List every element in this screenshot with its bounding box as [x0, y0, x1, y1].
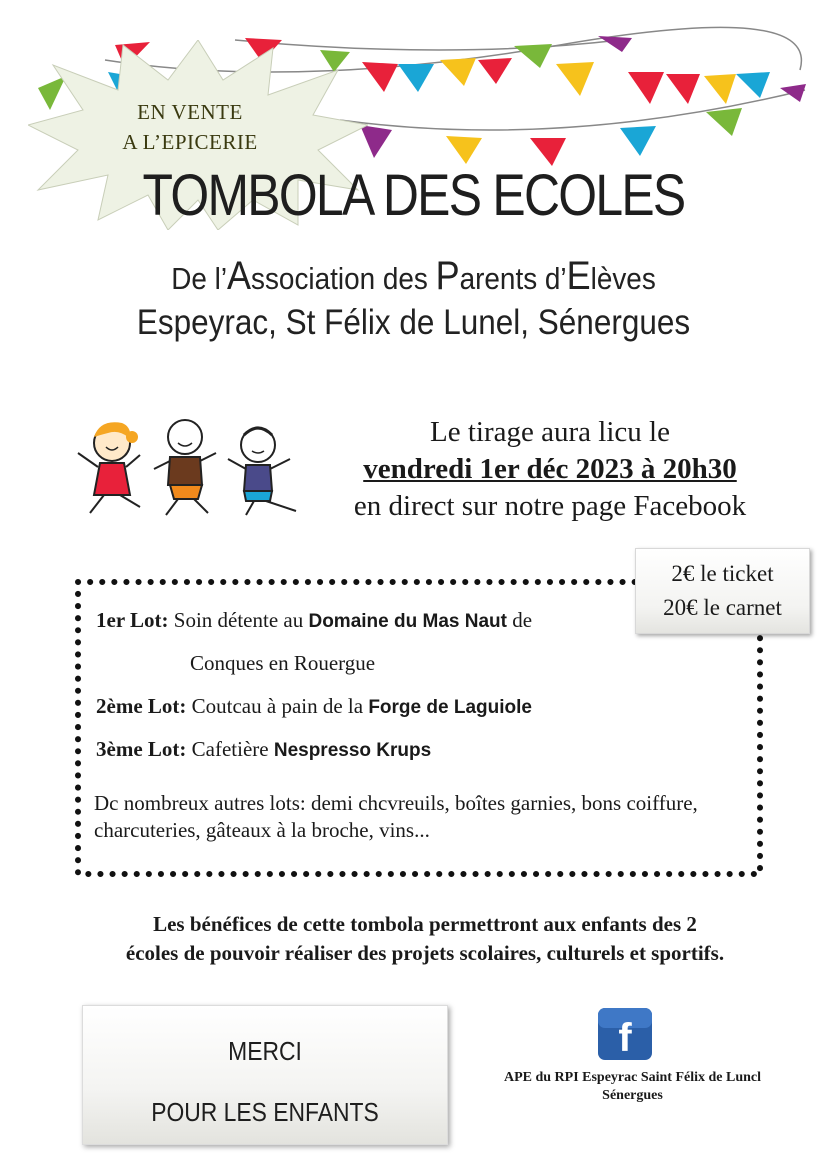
banner-line-1: EN VENTE — [137, 100, 243, 124]
facebook-icon[interactable] — [597, 1007, 653, 1061]
draw-date: vendredi 1er déc 2023 à 20h30 — [363, 453, 737, 485]
banner-line-2: A L’EPICERIE — [122, 130, 258, 154]
association-subtitle: De l’Association des Parents d’Elèves — [171, 254, 656, 298]
price-box — [635, 548, 810, 634]
merci-line-1: MERCI — [228, 1036, 302, 1066]
benefits-text: Les bénéfices de cette tombola permettront aux enfants des 2 écoles de pouvoir réaliser des projets scolaires, culturels et sportifs. — [125, 912, 725, 965]
other-prizes: Dc nombreux autres lots: demi chcvreuils, boîtes garnies, bons coiffure, charcuteries, gâteaux à la broche, vins... — [94, 791, 698, 842]
svg-text:f: f — [618, 1016, 632, 1060]
lot-3: 3ème Lot: Cafetière Nespresso Krups — [96, 737, 432, 761]
ape-signature: APE du RPI Espeyrac Saint Félix de Luncl Sénergues — [503, 1070, 762, 1103]
lot-2: 2ème Lot: Coutcau à pain de la Forge de Laguiole — [96, 694, 532, 718]
villages-subtitle: Espeyrac, St Félix de Lunel, Sénergues — [136, 303, 691, 342]
page-title: TOMBOLA DES ECOLES — [142, 163, 685, 228]
lot-1: 1er Lot: Soin détente au Domaine du Mas Naut de — [96, 608, 533, 632]
draw-info-line-1: Le tirage aura licu le — [430, 416, 670, 448]
price-carnet: 20€ le carnet — [663, 595, 782, 620]
lot-1-continued: Conques en Rouergue — [190, 651, 376, 675]
merci-line-2: POUR LES ENFANTS — [151, 1097, 379, 1127]
price-ticket: 2€ le ticket — [671, 561, 774, 586]
draw-info-line-3: en direct sur notre page Facebook — [353, 490, 747, 522]
children-illustration — [70, 415, 305, 520]
merci-box — [82, 1005, 448, 1145]
